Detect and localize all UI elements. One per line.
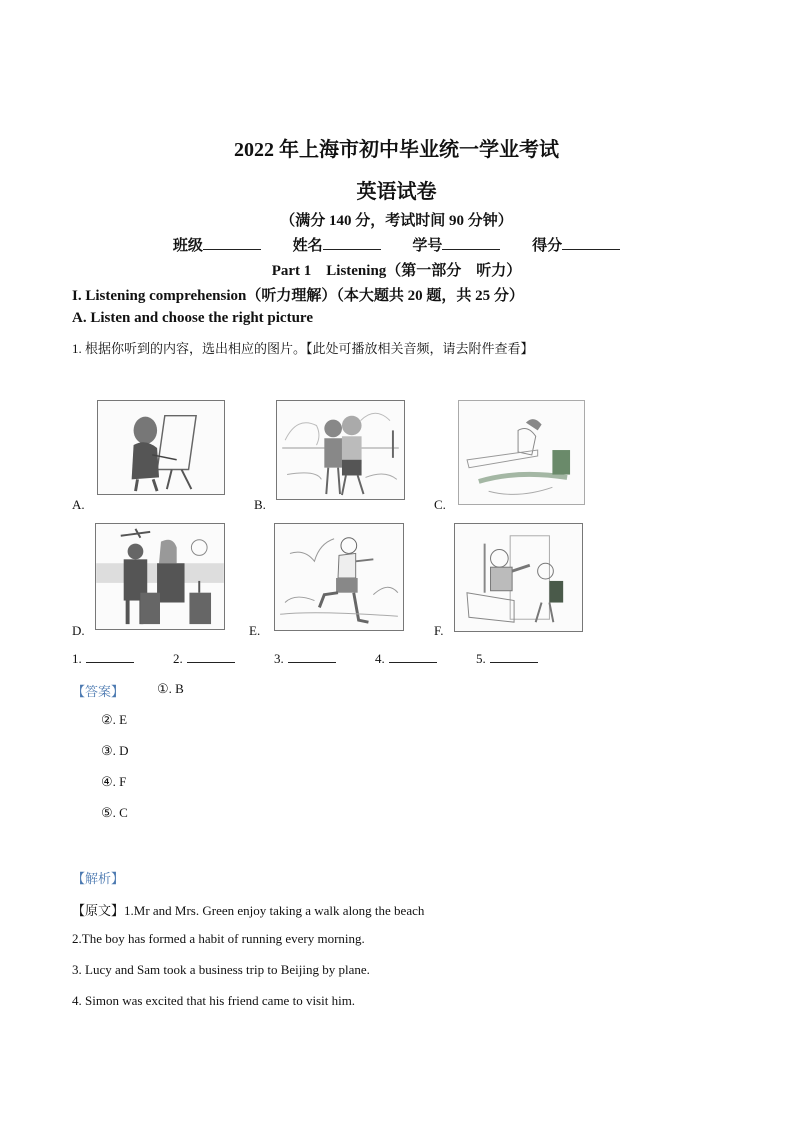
- transcript-line-3: 3. Lucy and Sam took a business trip to Beijing by plane.: [72, 962, 370, 977]
- analysis-tag: 【解析】: [72, 871, 125, 886]
- answer-item-3: ③. D: [101, 743, 129, 758]
- picture-label-b: B.: [254, 497, 266, 512]
- picture-label-c: C.: [434, 497, 446, 512]
- painting-girl-icon: [98, 401, 224, 494]
- picture-f-visit: [454, 523, 583, 632]
- running-boy-icon: [275, 524, 403, 630]
- picture-d-travel: [95, 523, 225, 630]
- answer-item-2: ②. E: [101, 712, 128, 727]
- blank-3-input[interactable]: [288, 652, 336, 663]
- transcript-line-1: 【原文】1.Mr and Mrs. Green enjoy taking a walk along the beach: [72, 903, 425, 918]
- transcript-line-4: 4. Simon was excited that his friend came to visit him.: [72, 993, 356, 1008]
- couple-walking-icon: [277, 401, 404, 499]
- picture-label-f: F.: [434, 623, 444, 638]
- answer-tag: 【答案】: [72, 684, 125, 699]
- question-instruction: 1. 根据你听到的内容，选出相应的图片。【此处可播放相关音频，请去附件查看】: [72, 341, 534, 356]
- sub-heading: A. Listen and choose the right picture: [72, 310, 313, 326]
- answer-item-5: ⑤. C: [101, 805, 128, 820]
- picture-label-a: A.: [72, 497, 85, 512]
- blank-3: 3.: [274, 651, 336, 667]
- field-name: 姓名: [293, 238, 381, 254]
- score-blank[interactable]: [562, 235, 620, 250]
- blank-5: 5.: [476, 651, 538, 667]
- field-class: 班级: [173, 238, 261, 254]
- picture-e-running: [274, 523, 404, 631]
- blank-4-input[interactable]: [389, 652, 437, 663]
- picture-a-painting: [97, 400, 225, 495]
- transcript-line-2: 2.The boy has formed a habit of running every morning.: [72, 931, 365, 946]
- picture-label-d: D.: [72, 623, 85, 638]
- class-blank[interactable]: [203, 235, 261, 250]
- picture-c-desk: [458, 400, 585, 505]
- field-score: 得分: [532, 238, 620, 254]
- answer-item-1: ①. B: [157, 681, 184, 696]
- name-blank[interactable]: [323, 235, 381, 250]
- part-heading: Part 1 Listening（第一部分 听力）: [271, 263, 522, 279]
- picture-label-e: E.: [249, 623, 261, 638]
- blank-2: 2.: [173, 651, 235, 667]
- blank-5-input[interactable]: [490, 652, 538, 663]
- exam-title: 2022 年上海市初中毕业统一学业考试: [234, 139, 559, 161]
- answer-blanks: [72, 651, 574, 667]
- blank-1: 1.: [72, 651, 134, 667]
- blank-4: 4.: [375, 651, 437, 667]
- exam-subtitle: 英语试卷: [356, 181, 437, 203]
- picture-b-beach-walk: [276, 400, 405, 500]
- travelers-luggage-icon: [96, 524, 224, 629]
- score-info: （满分 140 分，考试时间 90 分钟）: [280, 213, 513, 229]
- blank-1-input[interactable]: [86, 652, 134, 663]
- field-student-id: 学号: [412, 238, 500, 254]
- section-heading: I. Listening comprehension（听力理解）（本大题共 20 题，共 25 分）: [72, 288, 524, 304]
- man-at-desk-icon: [459, 401, 584, 504]
- answer-item-4: ④. F: [101, 774, 127, 789]
- student-id-blank[interactable]: [442, 235, 500, 250]
- friend-visit-icon: [455, 524, 582, 631]
- blank-2-input[interactable]: [187, 652, 235, 663]
- student-info-fields: [0, 234, 793, 255]
- original-text-tag: 【原文】: [72, 903, 125, 918]
